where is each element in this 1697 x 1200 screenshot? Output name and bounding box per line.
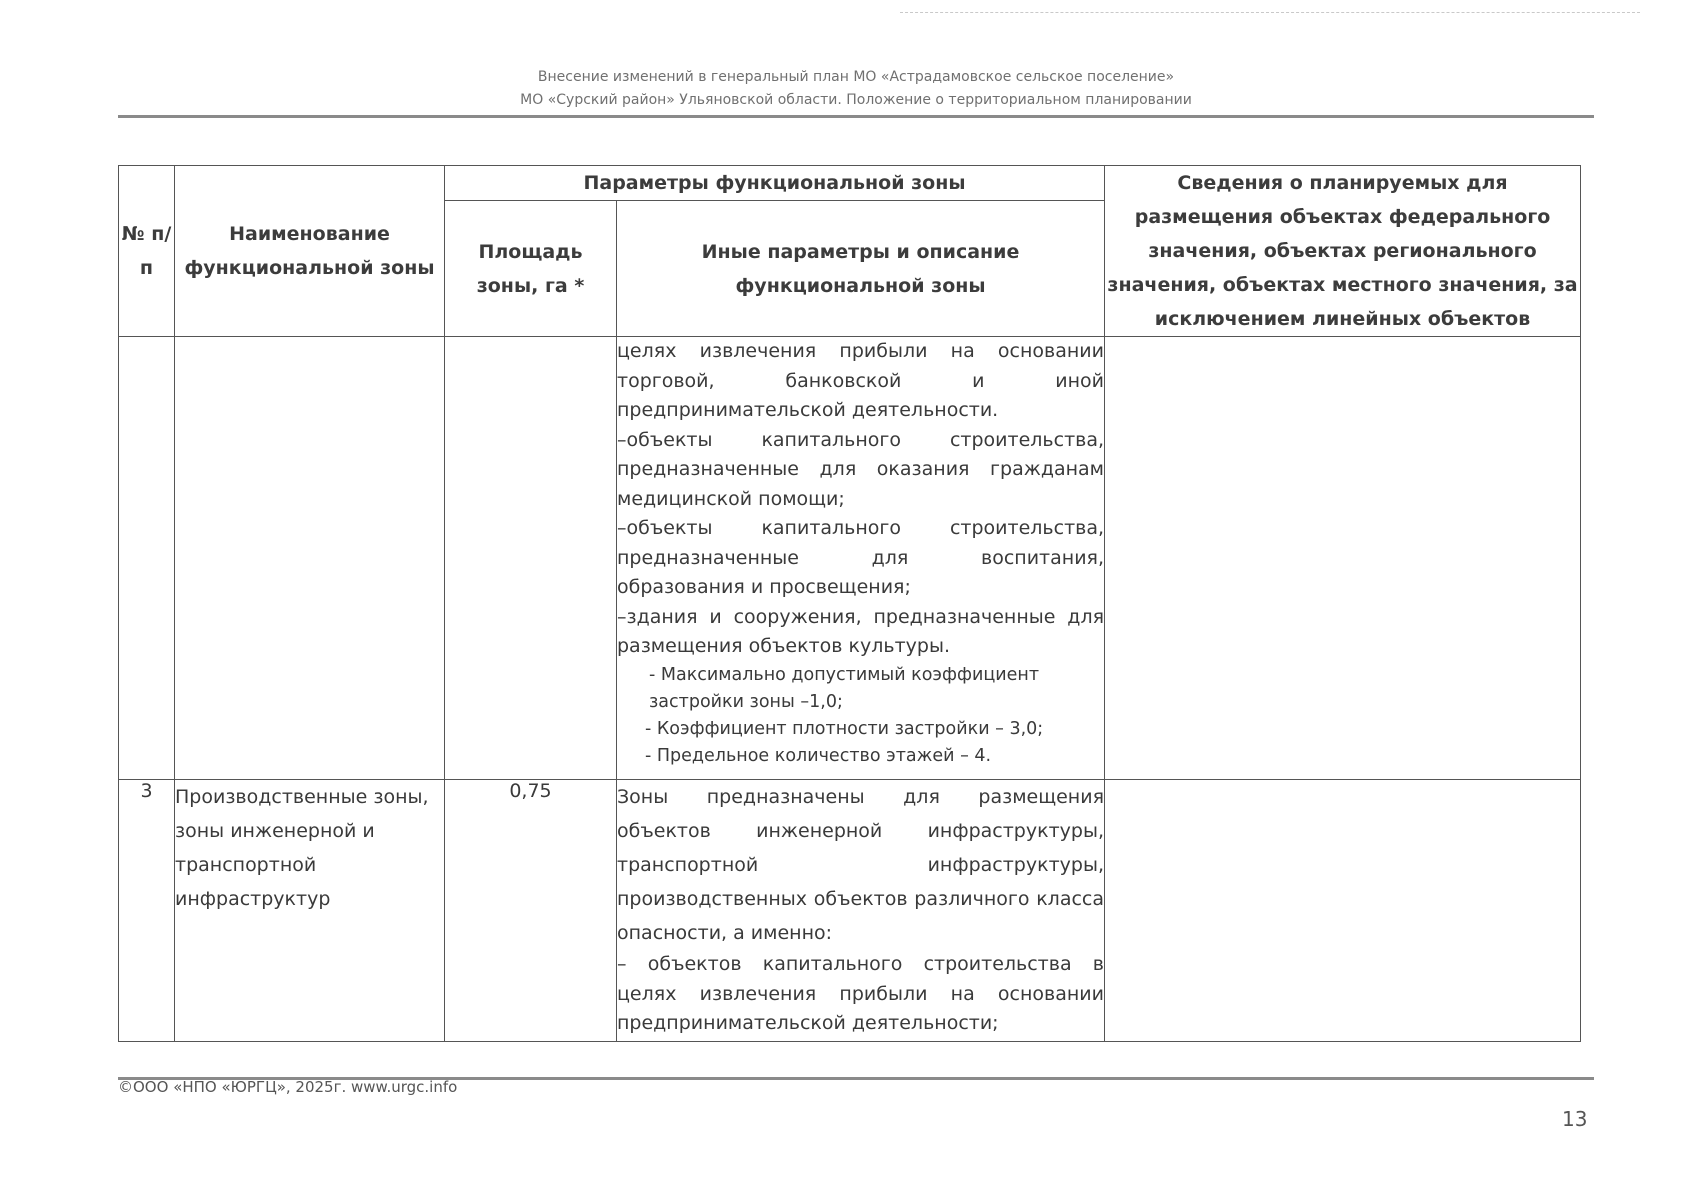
table-row — [119, 337, 1581, 780]
header-rule — [118, 115, 1594, 118]
row-info — [1105, 337, 1581, 780]
description-paragraph: –объекты капитального строительства, предназначенные для воспитания, образования и просвещения; — [617, 517, 1105, 598]
param-max-floors: - Предельное количество этажей – 4. — [645, 745, 992, 766]
zones-table — [118, 165, 1581, 1042]
header-line-2: МО «Сурский район» Ульяновской области. Положение о территориальном планировании — [520, 92, 1192, 108]
description-paragraph: целях извлечения прибыли на основании торговой, банковской и иной предпринимательской деятельности. — [617, 340, 1105, 421]
header-line-1: Внесение изменений в генеральный план МО «Астрадамовское сельское поселение» — [537, 69, 1175, 85]
header-area: Площадь зоны, га * — [445, 201, 617, 337]
table-header-row — [119, 166, 1581, 201]
description-paragraph: Зоны предназначены для размещения объектов инженерной инфраструктуры, транспортной инфраструктуры, производственных объектов различного класса опасности, а именно: — [617, 786, 1105, 944]
table-row — [119, 780, 1581, 1042]
header-params: Параметры функциональной зоны — [445, 166, 1105, 201]
description-paragraph: – объектов капитального строительства в целях извлечения прибыли на основании предпринимательской деятельности; — [617, 953, 1105, 1034]
row-area: 0,75 — [445, 780, 617, 1042]
param-density-coefficient: - Коэффициент плотности застройки – 3,0; — [645, 718, 1044, 739]
header-num: № п/п — [119, 166, 175, 337]
row-zone-name — [175, 337, 445, 780]
page-number: 13 — [1562, 1107, 1588, 1131]
description-paragraph: –здания и сооружения, предназначенные для размещения объектов культуры. — [617, 605, 1105, 657]
row-description — [617, 337, 1105, 780]
header-info: Сведения о планируемых для размещения объектах федерального значения, объектах регионального значения, объектах местного значения, за исключением линейных объектов — [1105, 166, 1581, 337]
param-build-coefficient: - Максимально допустимый коэффициент застройки зоны –1,0; — [649, 664, 1040, 712]
header-name: Наименование функциональной зоны — [175, 166, 445, 337]
row-num: 3 — [119, 780, 175, 1042]
row-info — [1105, 780, 1581, 1042]
row-num — [119, 337, 175, 780]
footer-copyright: ©ООО «НПО «ЮРГЦ», 2025г. www.urgc.info — [118, 1078, 458, 1096]
row-zone-name: Производственные зоны, зоны инженерной и транспортной инфраструктур — [175, 780, 445, 1042]
row-description — [617, 780, 1105, 1042]
scan-artifact-line — [900, 12, 1640, 13]
description-paragraph: –объекты капитального строительства, предназначенные для оказания гражданам медицинской помощи; — [617, 428, 1105, 510]
header-other-params: Иные параметры и описание функциональной зоны — [617, 201, 1105, 337]
page-header — [118, 66, 1594, 112]
row-area — [445, 337, 617, 780]
